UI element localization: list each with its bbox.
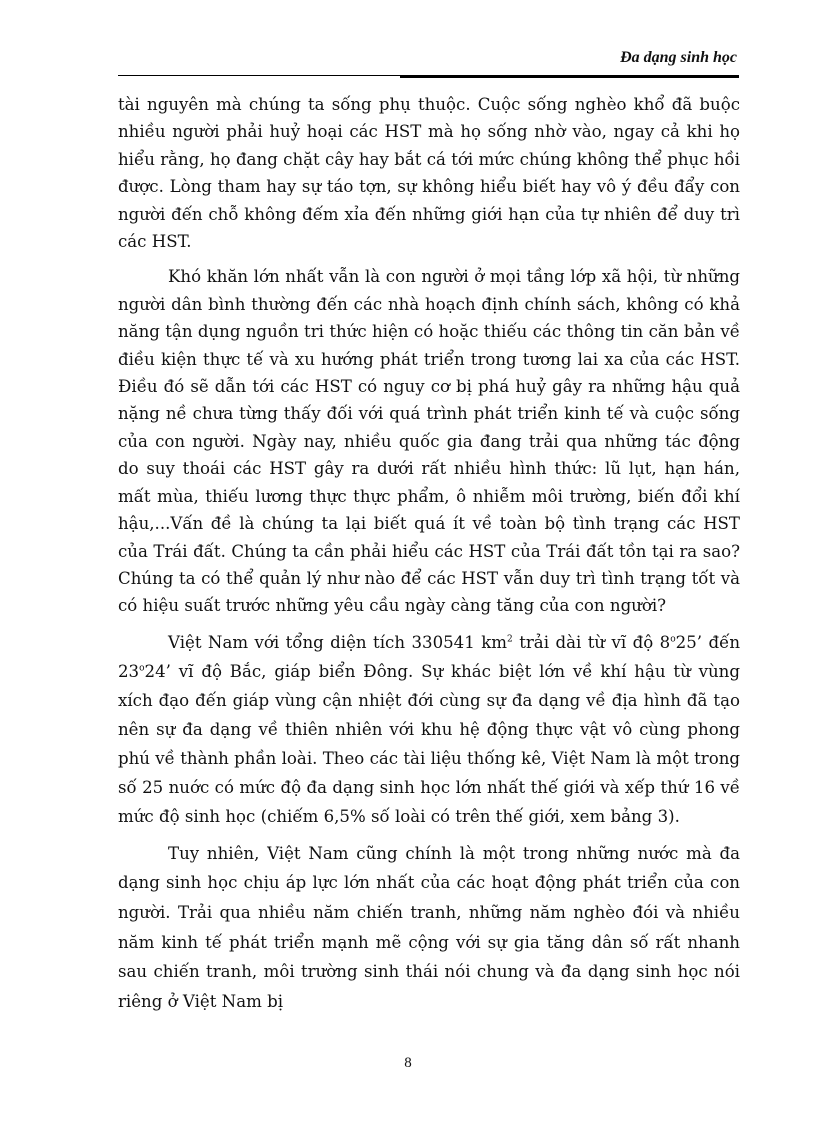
paragraph-3 [118, 628, 740, 831]
paragraph-3-part-a: Việt Nam với tổng diện tích 330541 km [168, 632, 508, 652]
paragraph-3-part-b: trải dài từ vĩ độ 8 [512, 632, 671, 652]
superscript-squared: 2 [507, 634, 513, 645]
header-rule-thick [400, 76, 739, 78]
superscript-degree-1: o [670, 634, 676, 645]
running-header-title: Đa dạng sinh học [620, 49, 737, 66]
paragraph-2: Khó khăn lớn nhất vẫn là con người ở mọi tầng lớp xã hội, từ những người dân bình thường đến các nhà hoạch định chính sách, không có khả năng tận dụng nguồn tri thức hiện có hoặc thiếu các thông tin căn bản về điều kiện thực tế và xu hướng phát triển trong tương lai xa của các HST. Điều đó sẽ dẫn tới các HST có nguy cơ bị phá huỷ gây ra những hậu quả nặng nề chưa từng thấy đối với quá trình phát triển kinh tế và cuộc sống của con người. Ngày nay, nhiều quốc gia đang trải qua những tác động do suy thoái các HST gây ra dưới rất nhiều hình thức: lũ lụt, hạn hán, mất mùa, thiếu lương thực thực phẩm, ô nhiễm môi trường, biến đổi khí hậu,...Vấn đề là chúng ta lại biết quá ít về toàn bộ tình trạng các HST của Trái đất. Chúng ta cần phải hiểu các HST của Trái đất tồn tại ra sao? Chúng ta có thể quản lý như nào để các HST vẫn duy trì tình trạng tốt và có hiệu suất trước những yêu cầu ngày càng tăng của con người? [118, 267, 740, 616]
page-number: 8 [404, 1055, 412, 1071]
paragraph-3-part-c: 25’ đến 23 [118, 632, 741, 681]
body-text [118, 91, 740, 1016]
paragraph-1: tài nguyên mà chúng ta sống phụ thuộc. Cuộc sống nghèo khổ đã buộc nhiều người phải huỷ hoại các HST mà họ sống nhờ vào, ngay cả khi họ hiểu rằng, họ đang chặt cây hay bắt cá tới mức chúng không thể phục hồi được. Lòng tham hay sự táo tợn, sự không hiểu biết hay vô ý đều đẩy con người đến chỗ không đếm xỉa đến những giới hạn của tự nhiên để duy trì các HST. [118, 95, 740, 252]
paragraph-3-part-d: 24’ vĩ độ Bắc, giáp biển Đông. Sự khác biệt lớn về khí hậu từ vùng xích đạo đến giáp vùng cận nhiệt đới cùng sự đa dạng về địa hình đã tạo nên sự đa dạng về thiên nhiên với khu hệ động thực vật vô cùng phong phú về thành phần loài. Theo các tài liệu thống kê, Việt Nam là một trong số 25 nuớc có mức độ đa dạng sinh học lớn nhất thế giới và xếp thứ 16 về mức độ sinh học (chiếm 6,5% số loài có trên thế giới, xem bảng 3). [118, 661, 740, 826]
superscript-degree-2: o [139, 663, 145, 674]
paragraph-4: Tuy nhiên, Việt Nam cũng chính là một trong những nước mà đa dạng sinh học chịu áp lực lớn nhất của các hoạt động phát triển của con người. Trải qua nhiều năm chiến tranh, những năm nghèo đói và nhiều năm kinh tế phát triển mạnh mẽ cộng với sự gia tăng dân số rất nhanh sau chiến tranh, môi trường sinh thái nói chung và đa dạng sinh học nói riêng ở Việt Nam bị [118, 843, 740, 1011]
